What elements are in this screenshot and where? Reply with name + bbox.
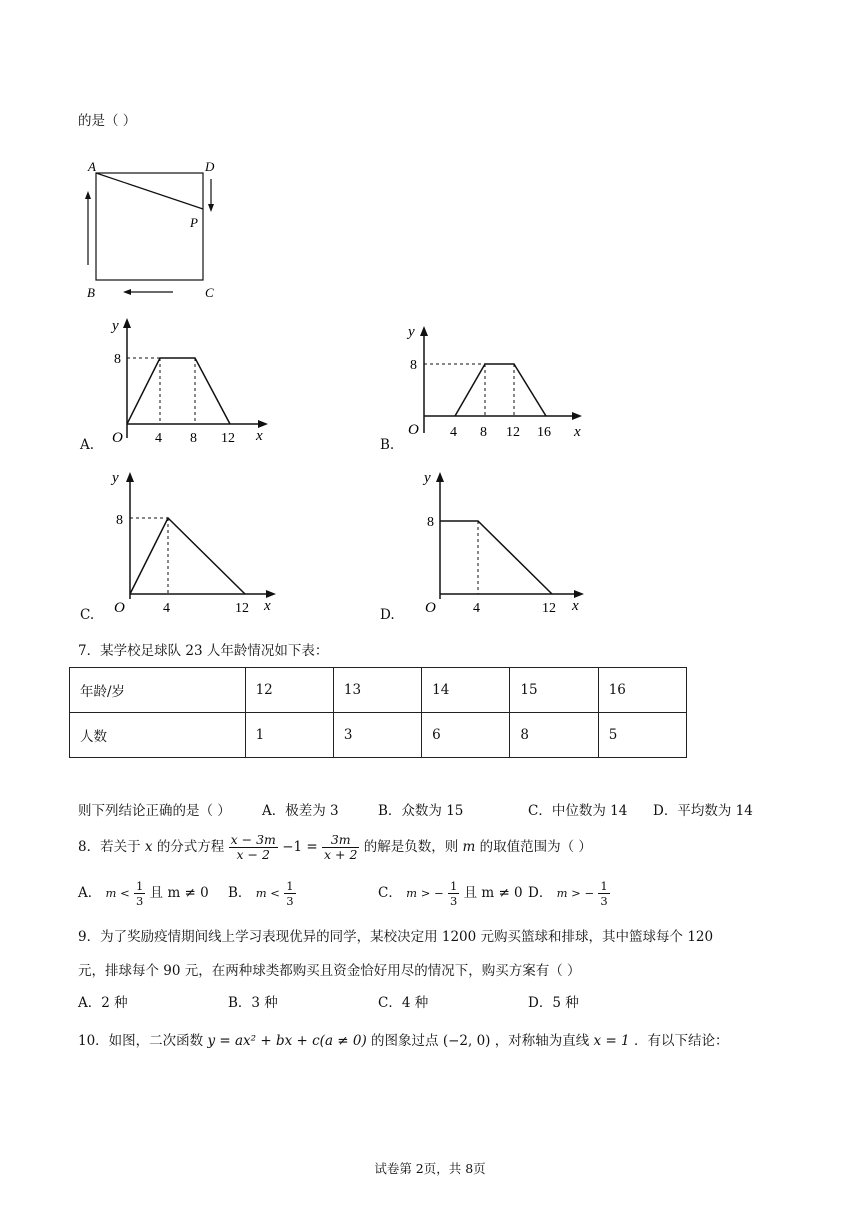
table-cell: 14 (422, 668, 510, 713)
q8-option-c: C． m > − $\frac{1}{3}$ 且 m ≠ 0 (378, 879, 523, 908)
svg-text:x: x (574, 424, 581, 440)
question-9-line1: 9．为了奖励疫情期间线上学习表现优异的同学，某校决定用 1200 元购买篮球和排球，其中篮球每个 120 (78, 929, 714, 945)
question-8-stem: 8．若关于 x 的分式方程 $\frac{x - 3m}{x - 2}$ −1 = $\frac{3m}{x + 2}$ 的解是负数，则 m 的取值范围为（ ） (78, 832, 592, 862)
svg-text:x: x (572, 598, 579, 614)
q8-option-d: D． m > − $\frac{1}{3}$ (528, 879, 608, 908)
option-d-letter: D. (380, 607, 395, 623)
svg-text:y: y (112, 318, 119, 334)
question-9-line2: 元，排球每个 90 元，在两种球类都购买且资金恰好用尽的情况下，购买方案有（ ） (78, 963, 581, 979)
option-b-letter: B. (380, 437, 395, 453)
svg-text:4: 4 (155, 431, 162, 446)
graph-d-line (440, 521, 552, 594)
table-cell: 1 (245, 713, 333, 758)
svg-text:4: 4 (473, 601, 480, 614)
table-cell: 15 (510, 668, 598, 713)
q9-option-a: A．2 种 (78, 995, 128, 1011)
svg-text:12: 12 (506, 425, 520, 440)
svg-text:x: x (264, 598, 271, 614)
svg-text:8: 8 (410, 358, 417, 373)
svg-text:y: y (408, 324, 415, 340)
svg-text:12: 12 (542, 601, 556, 614)
svg-text:4: 4 (163, 601, 170, 614)
svg-text:12: 12 (235, 601, 249, 614)
svg-text:x: x (256, 428, 263, 444)
age-table (69, 667, 687, 758)
graph-option-a (100, 312, 280, 452)
graph-b-line (455, 364, 546, 416)
svg-text:8: 8 (114, 352, 121, 367)
q9-option-b: B．3 种 (228, 995, 278, 1011)
label-a: A (88, 159, 96, 174)
table-row (70, 713, 687, 758)
svg-text:8: 8 (190, 431, 197, 446)
label-b: B (87, 285, 95, 300)
table-cell: 6 (422, 713, 510, 758)
q8-option-b: B． m < $\frac{1}{3}$ (228, 879, 294, 908)
q9-option-c: C．4 种 (378, 995, 429, 1011)
option-c-letter: C. (80, 607, 95, 623)
q8-option-a: A． m < $\frac{1}{3}$ 且 m ≠ 0 (78, 879, 209, 908)
label-p: P (190, 215, 198, 230)
option-a-letter: A. (80, 437, 95, 453)
segment-ap (96, 173, 203, 209)
table-cell: 3 (333, 713, 421, 758)
svg-text:8: 8 (116, 513, 123, 528)
label-c: C (205, 285, 214, 300)
svg-text:y: y (112, 470, 119, 486)
arrowhead-up (85, 191, 91, 199)
square-figure (80, 155, 230, 305)
svg-text:O: O (425, 600, 436, 614)
graph-option-d (400, 464, 590, 614)
svg-text:O: O (112, 430, 123, 446)
fraction-2: $\frac{3m}{x + 2}$ (324, 832, 358, 862)
label-d: D (205, 159, 215, 174)
square-outline (96, 173, 203, 280)
graph-a-line (127, 358, 230, 424)
graph-option-c (100, 464, 290, 614)
graph-c-line (130, 518, 245, 594)
svg-text:8: 8 (427, 515, 434, 530)
question-7-stem: 7．某学校足球队 23 人年龄情况如下表： (78, 643, 329, 659)
table-cell: 8 (510, 713, 598, 758)
table-cell: 年龄/岁 (70, 668, 246, 713)
arrowhead-left (123, 289, 131, 295)
table-cell: 12 (245, 668, 333, 713)
table-cell: 5 (598, 713, 686, 758)
table-row (70, 668, 687, 713)
svg-text:O: O (408, 422, 419, 438)
graph-option-b (396, 318, 596, 448)
q9-option-d: D．5 种 (528, 995, 579, 1011)
table-cell: 13 (333, 668, 421, 713)
question-10-stem: 10．如图，二次函数 y = ax² + bx + c(a ≠ 0) 的图象过点 (−2, 0) ，对称轴为直线 x = 1 ．有以下结论： (78, 1033, 729, 1049)
question-7-conclusion: 则下列结论正确的是（ ） (78, 803, 231, 819)
q7-option-d: D．平均数为 14 (653, 803, 753, 819)
svg-text:8: 8 (480, 425, 487, 440)
q7-option-a: A．极差为 3 (262, 803, 339, 819)
svg-text:12: 12 (221, 431, 235, 446)
fraction-1: $\frac{x - 3m}{x - 2}$ (230, 832, 276, 862)
svg-text:y: y (424, 470, 431, 486)
arrowhead-down (208, 204, 214, 212)
q7-option-c: C．中位数为 14 (528, 803, 628, 819)
question-6-tail: 的是（ ） (78, 113, 137, 129)
q7-option-b: B．众数为 15 (378, 803, 464, 819)
svg-text:16: 16 (537, 425, 551, 440)
table-cell: 16 (598, 668, 686, 713)
svg-text:O: O (114, 600, 125, 614)
page-footer: 试卷第 2页，共 8页 (374, 1161, 486, 1176)
table-cell: 人数 (70, 713, 246, 758)
svg-text:4: 4 (450, 425, 457, 440)
